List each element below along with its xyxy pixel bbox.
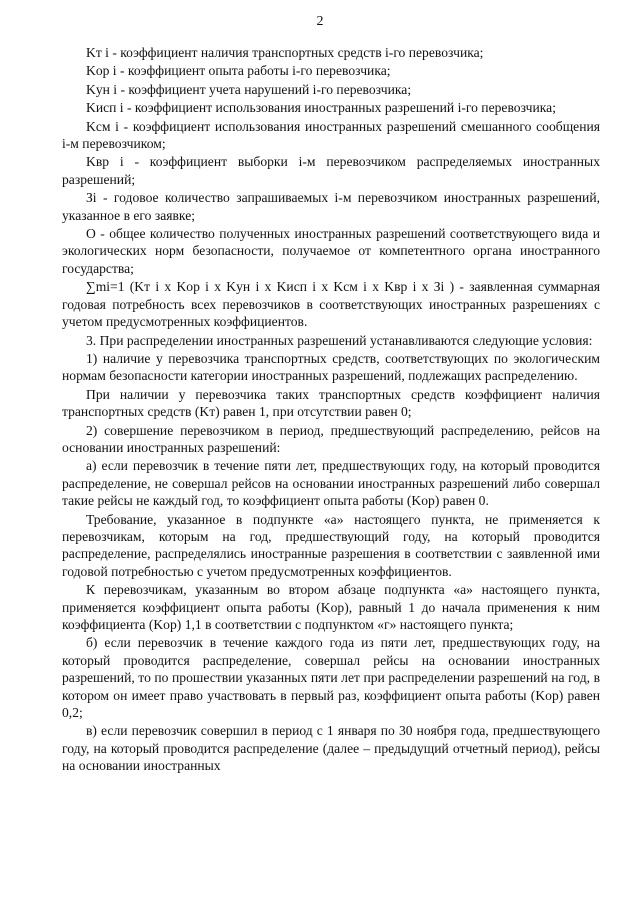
paragraph-carriers: К перевозчикам, указанным во втором абзаце подпункта «а» настоящего пункта, применяется коэффициент опыта работы (Kор), равный 1 до начала применения к ним коэффициента (Kор) 1,1 в соответствии с подпунктом «г» настоящего пункта; bbox=[62, 582, 600, 632]
paragraph-subclause-a: а) если перевозчик в течение пяти лет, предшествующих году, на который проводится распределение, не совершал рейсов на основании иностранных разрешений либо совершал такие рейсы не каждый год, то коэффициент опыта работы (Kор) равен 0. bbox=[62, 458, 600, 509]
definition-kun: Kун i - коэффициент учета нарушений i-го перевозчика; bbox=[86, 81, 412, 97]
paragraph-condition-2: 2) совершение перевозчиком в период, предшествующий распределению, рейсов на основании иностранных разрешений: bbox=[62, 422, 600, 455]
page-number: 2 bbox=[316, 14, 324, 29]
definition-kvr: Kвр i - коэффициент выборки i-м перевозчиком распределяемых иностранных разрешений; bbox=[62, 154, 600, 187]
paragraph-subclause-b: б) если перевозчик в течение каждого года из пяти лет, предшествующих году, на который проводится распределение, совершал рейсы на основании иностранных разрешений, то по прошествии указанных пяти лет при распределении разрешений на год, в котором он имеет право участвовать в первый раз, коэффициент опыта работы (Kор) равен 0,2; bbox=[62, 635, 600, 721]
paragraph-kt-value: При наличии у перевозчика таких транспортных средств коэффициент наличия транспортных средств (Kт) равен 1, при отсутствии равен 0; bbox=[62, 386, 600, 420]
definition-kisp: Kисп i - коэффициент использования иностранных разрешений i-го перевозчика; bbox=[86, 100, 556, 116]
definition-kt: Kт i - коэффициент наличия транспортных средств i-го перевозчика; bbox=[86, 45, 484, 60]
paragraph-clause-3: 3. При распределении иностранных разрешений устанавливаются следующие условия: bbox=[86, 332, 593, 348]
definition-o: О - общее количество полученных иностранных разрешений соответствующего вида и экологических норм безопасности, получаемое от компетентного органа иностранного государства; bbox=[62, 226, 600, 276]
definition-kor: Kор i - коэффициент опыта работы i-го перевозчика; bbox=[86, 63, 391, 79]
document-body bbox=[62, 44, 600, 776]
paragraph-subclause-v: в) если перевозчик совершил в период с 1 января по 30 ноября года, предшествующего году, на который проводится распределение (далее – предыдущий отчетный период), рейсы на основании иностранных bbox=[62, 723, 600, 774]
definition-zi: Зi - годовое количество запрашиваемых i-м перевозчиком иностранных разрешений, указанное в его заявке; bbox=[62, 190, 600, 223]
definition-ksm: Kсм i - коэффициент использования иностранных разрешений смешанного сообщения i-м перевозчиком; bbox=[62, 118, 600, 152]
paragraph-requirement: Требование, указанное в подпункте «а» настоящего пункта, не применяется к перевозчикам, которым на год, предшествующий году, на который проводится распределение, распределялись иностранные разрешения в соответствии с заявленной ими годовой потребностью с учетом предусмотренных коэффициентов. bbox=[62, 511, 600, 579]
definition-sum: ∑mi=1 (Kт i x Kор i x Kун i x Kисп i x Kсм i x Kвр i x Зi ) - заявленная суммарная годовая потребность всех перевозчиков в соответствующих иностранных разрешениях с учетом предусмотренных коэффициентов. bbox=[62, 279, 600, 330]
paragraph-condition-1: 1) наличие у перевозчика транспортных средств, соответствующих по экологическим нормам безопасности категории иностранных разрешений, подлежащих распределению. bbox=[62, 350, 600, 384]
